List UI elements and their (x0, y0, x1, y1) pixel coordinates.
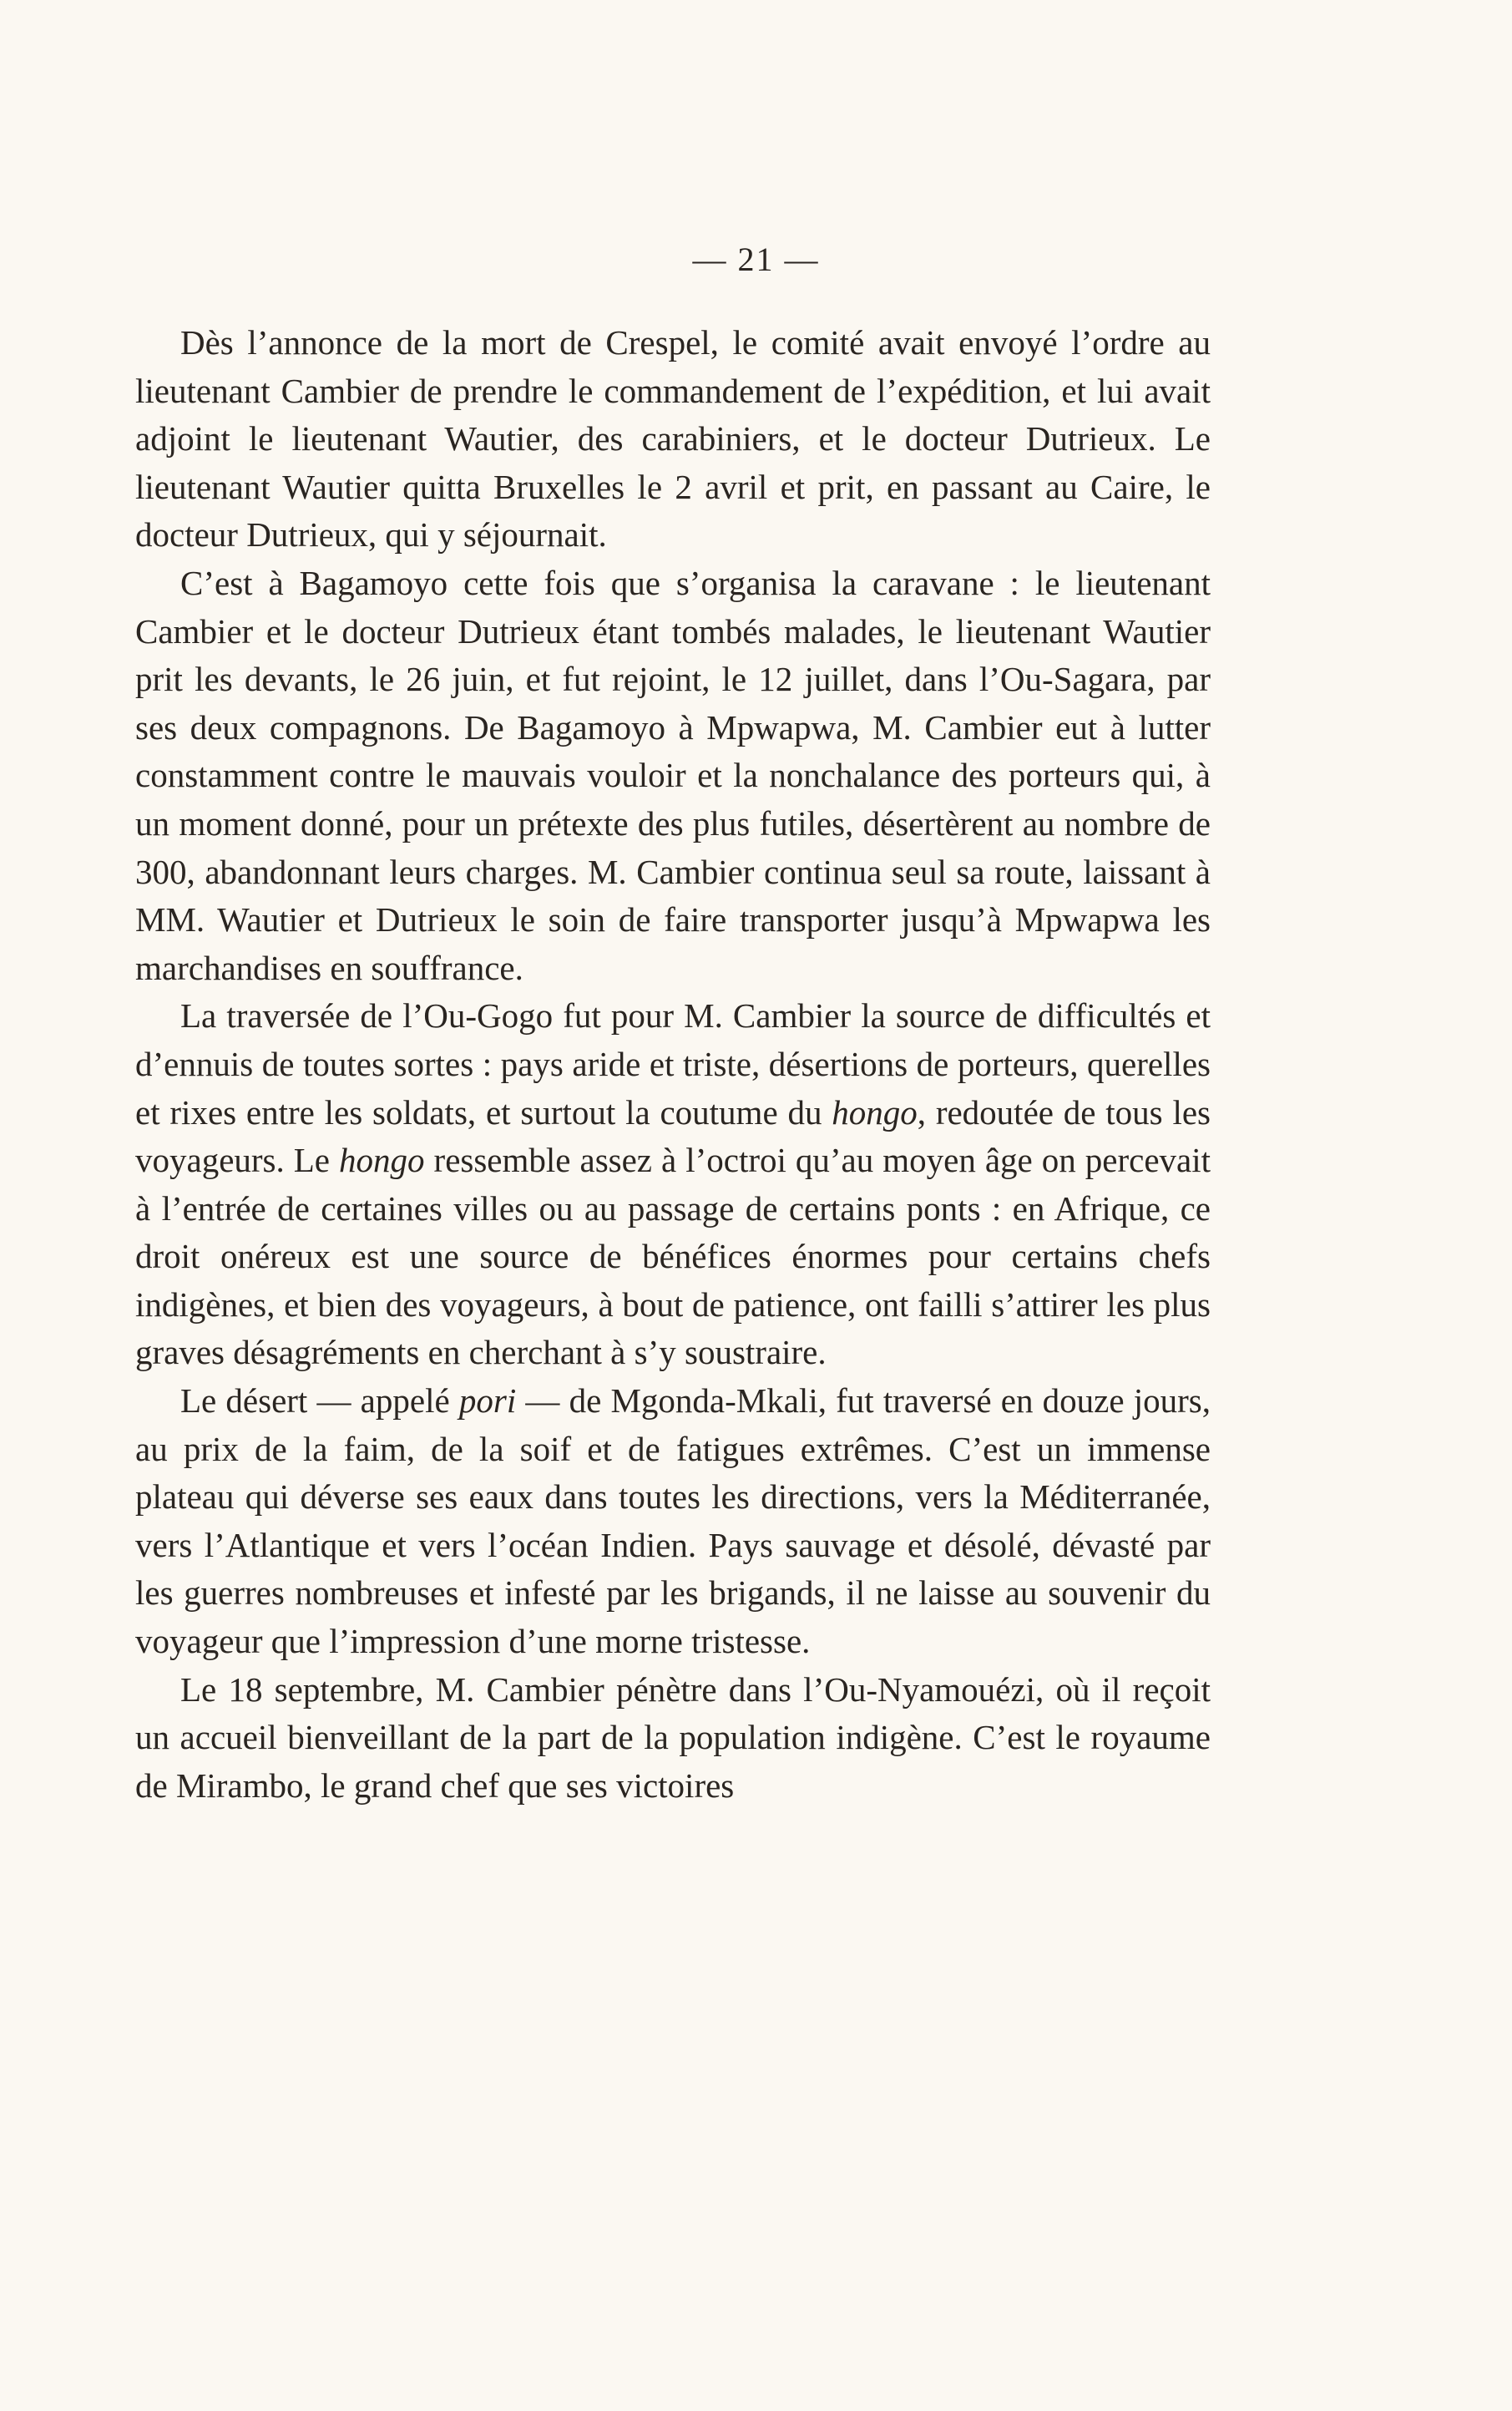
text-segment: La traversée de l’Ou-Gogo fut pour M. Cambier la source de difficultés et d’ennuis de toutes sortes : pays aride et triste, désertions de porteurs, querelles et rixes entre les soldats, et surtout la coutume du (135, 996, 1211, 1132)
body-text (135, 319, 1211, 1810)
paragraph-ou-nyamouezi: Le 18 septembre, M. Cambier pénètre dans l’Ou-Nyamouézi, où il reçoit un accueil bienveillant de la part de la population indigène. C’est le royaume de Mirambo, le grand chef que ses victoires (135, 1669, 1211, 1805)
paragraph-bagamoyo-caravan: C’est à Bagamoyo cette fois que s’organisa la caravane : le lieutenant Cambier et le docteur Dutrieux étant tombés malades, le lieutenant Wautier prit les devants, le 26 juin, et fut rejoint, le 12 juillet, dans l’Ou-Sagara, par ses deux compagnons. De Bagamoyo à Mpwapwa, M. Cambier eut à lutter constamment contre le mauvais vouloir et la nonchalance des porteurs qui, à un moment donné, pour un prétexte des plus futiles, désertèrent au nombre de 300, abandonnant leurs charges. M. Cambier continua seul sa route, laissant à MM. Wautier et Dutrieux le soin de faire transporter jusqu’à Mpwapwa les marchandises en souffrance. (135, 563, 1211, 987)
paragraph-ou-gogo-hongo (135, 992, 1211, 1377)
text-segment: — de Mgonda-Mkali, fut traversé en douze jours, au prix de la faim, de la soif et de fatigues extrêmes. C’est un immense plateau qui déverse ses eaux dans toutes les directions, vers la Méditerranée, vers l’Atlantique et vers l’océan Indien. Pays sauvage et désolé, dévasté par les guerres nombreuses et infesté par les brigands, il ne laisse au souvenir du voyageur que l’impression d’une morne tristesse. (135, 1381, 1211, 1661)
paragraph-desert-pori (135, 1377, 1211, 1666)
text-segment: ressemble assez à l’octroi qu’au moyen âge on percevait à l’entrée de certaines villes ou au passage de certains ponts : en Afrique, ce droit onéreux est une source de bénéfices énormes pour certains chefs indigènes, et bien des voyageurs, à bout de patience, ont failli s’attirer les plus graves désagréments en cherchant à s’y soustraire. (135, 1141, 1211, 1372)
page-number: — 21 — (692, 241, 820, 278)
text-segment: , redoutée de tous les voyageurs. Le (135, 1092, 1211, 1180)
italic-term-hongo: hongo (832, 1092, 918, 1132)
paragraph-committee-orders: Dès l’annonce de la mort de Crespel, le comité avait envoyé l’ordre au lieutenant Cambier de prendre le commandement de l’expédition, et lui avait adjoint le lieutenant Wautier, des carabiniers, et le docteur Dutrieux. Le lieutenant Wautier quitta Bruxelles le 2 avril et prit, en passant au Caire, le docteur Dutrieux, qui y séjournait. (135, 323, 1211, 555)
italic-term-pori: pori (458, 1381, 517, 1421)
italic-term-hongo: hongo (339, 1141, 425, 1180)
text-segment: Le désert — appelé (180, 1381, 459, 1421)
